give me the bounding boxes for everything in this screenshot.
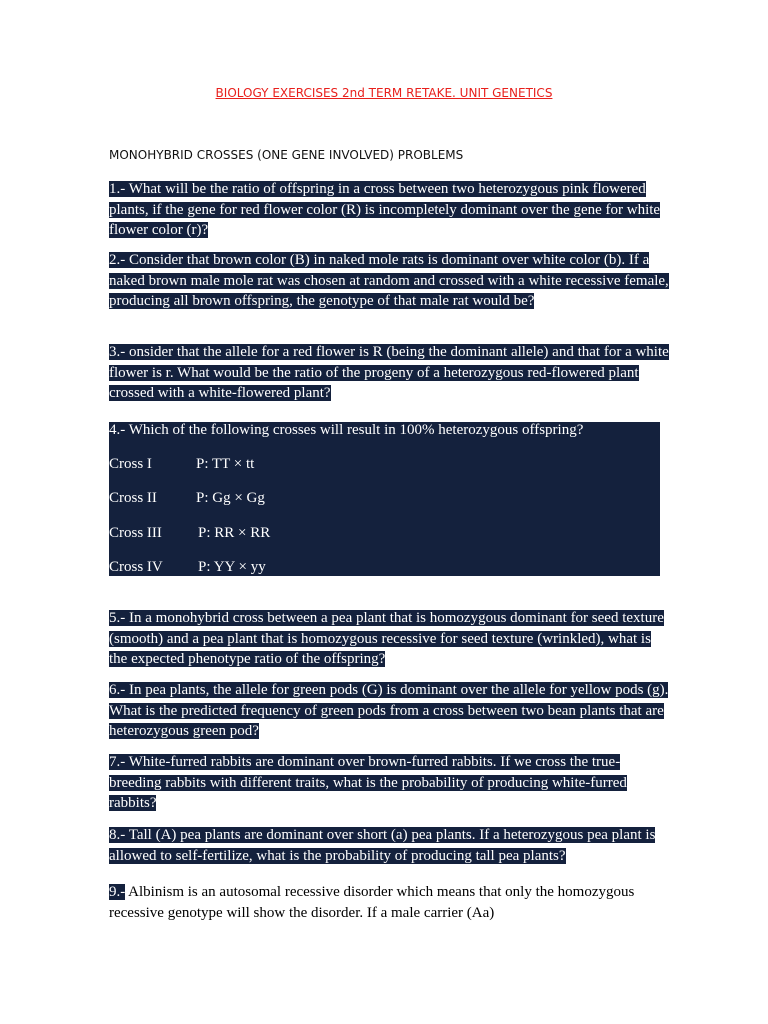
cross-label: Cross IV — [109, 559, 163, 575]
question-4 — [109, 422, 660, 576]
cross-parents: P: YY × yy — [198, 559, 266, 575]
cross-row — [109, 456, 255, 473]
question-8: 8.- Tall (A) pea plants are dominant over short (a) pea plants. If a heterozygous pea plant is allowed to self-fertilize, what is the probability of producing tall pea plants? — [109, 827, 656, 864]
question-1: 1.- What will be the ratio of offspring in a cross between two heterozygous pink flowered plants, if the gene for red flower color (R) is incompletely dominant over the gene for white flower color (r)? — [109, 181, 661, 238]
question-9 — [109, 882, 669, 923]
question-7: 7.- White-furred rabbits are dominant over brown-furred rabbits. If we cross the true-breeding rabbits with different traits, what is the probability of producing white-furred rabbits? — [109, 754, 627, 811]
question-9-number: 9.- — [109, 884, 126, 900]
section-heading: MONOHYBRID CROSSES (ONE GENE INVOLVED) PROBLEMS — [109, 148, 464, 162]
question-9-text: Albinism is an autosomal recessive disorder which means that only the homozygous recessive genotype will show the disorder. If a male carrier (Aa) — [109, 884, 635, 921]
question-4-text: 4.- Which of the following crosses will result in 100% heterozygous offspring? — [109, 422, 584, 438]
question-3: 3.- onsider that the allele for a red flower is R (being the dominant allele) and that for a white flower is r. What would be the ratio of the progeny of a heterozygous red-flowered plant crossed with a white-flowered plant? — [109, 344, 669, 401]
question-2: 2.- Consider that brown color (B) in naked mole rats is dominant over white color (b). If a naked brown male mole rat was chosen at random and crossed with a white recessive female, producing all brown offspring, the genotype of that male rat would be? — [109, 252, 669, 309]
cross-parents: P: TT × tt — [196, 456, 255, 472]
cross-row — [109, 525, 271, 542]
cross-label: Cross I — [109, 456, 152, 472]
question-6: 6.- In pea plants, the allele for green pods (G) is dominant over the allele for yellow pods (g). What is the predicted frequency of green pods from a cross between two bean plants that are heterozygous green pod? — [109, 682, 669, 739]
cross-parents: P: RR × RR — [198, 525, 271, 541]
cross-row — [109, 490, 265, 507]
cross-parents: P: Gg × Gg — [196, 490, 265, 506]
cross-label: Cross III — [109, 525, 162, 541]
cross-label: Cross II — [109, 490, 157, 506]
cross-row — [109, 559, 266, 576]
page-title: BIOLOGY EXERCISES 2nd TERM RETAKE. UNIT GENETICS — [215, 86, 553, 100]
question-5: 5.- In a monohybrid cross between a pea plant that is homozygous dominant for seed texture (smooth) and a pea plant that is homozygous recessive for seed texture (wrinkled), what is the expected phenotype ratio of the offspring? — [109, 610, 664, 667]
